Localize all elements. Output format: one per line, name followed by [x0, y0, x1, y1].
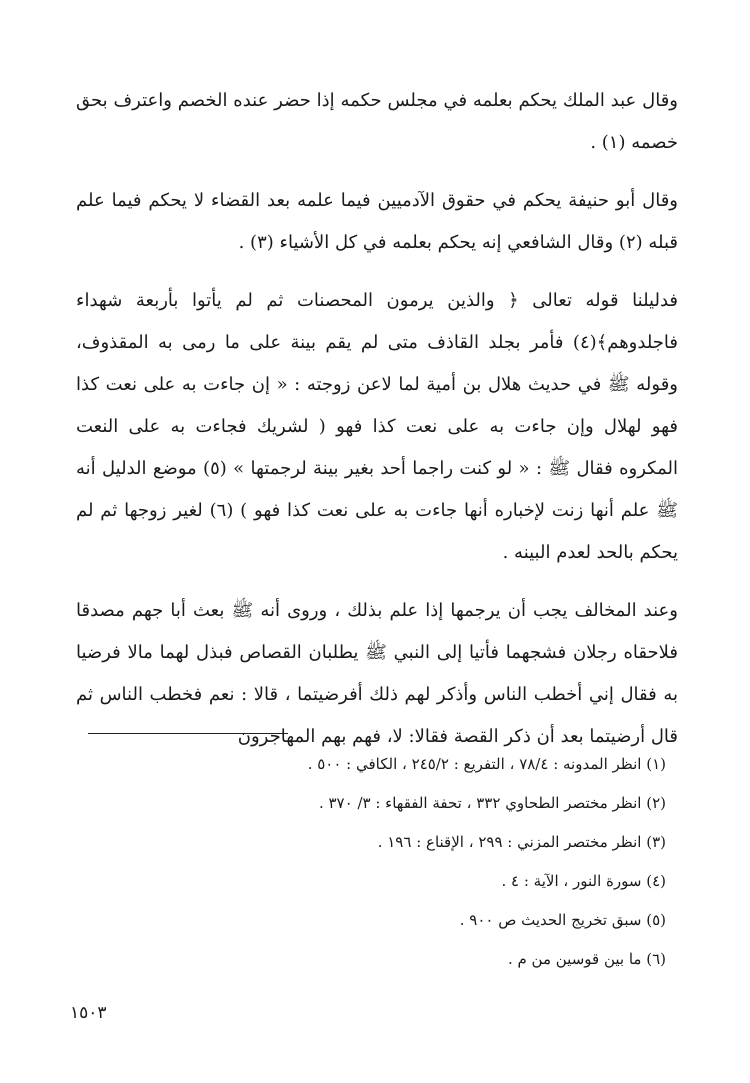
paragraph-4: وعند المخالف يجب أن يرجمها إذا علم بذلك ، وروى أنه ﷺ بعث أبا جهم مصدقا فلاحقاه رجلان فشجهما فأتيا إلى النبي ﷺ يطلبان القصاص فبذل لهما مالا فرضيا به فقال إني أخطب الناس وأذكر لهم ذلك أفرضيتما ، قالا : نعم فخطب الناس ثم قال أرضيتما بعد أن ذكر القصة فقالا: لا، فهم بهم المهاجرون	[76, 600, 678, 747]
paragraph-2: وقال أبو حنيفة يحكم في حقوق الآدميين فيما علمه بعد القضاء لا يحكم فيما علم قبله (٢) وقال الشافعي إنه يحكم بعلمه في كل الأشياء (٣) .	[76, 190, 678, 253]
footnote-5: (٥) سبق تخريج الحديث ص ٩٠٠ .	[459, 911, 666, 929]
footnote-6: (٦) ما بين قوسين من م .	[507, 950, 666, 968]
footnote-4: (٤) سورة النور ، الآية : ٤ .	[501, 872, 666, 890]
footnote-1: (١) انظر المدونه : ٧٨/٤ ، التفريع : ٢٤٥/٢ ، الكافي : ٥٠٠ .	[307, 755, 666, 773]
paragraph-3: فدليلنا قوله تعالى ﴿ والذين يرمون المحصنات ثم لم يأتوا بأربعة شهداء فاجلدوهم﴾(٤) فأمر بجلد القاذف متى لم يقم بينة على ما رمى به المقذوف، وقوله ﷺ في حديث هلال بن أمية لما لاعن زوجته : « إن جاءت به على نعت كذا فهو لهلال وإن جاءت به على نعت كذا فهو ( لشريك فجاءت به على النعت المكروه فقال ﷺ : « لو كنت راجما أحد بغير بينة لرجمتها » (٥) موضع الدليل أنه ﷺ علم أنها زنت لإخباره أنها جاءت به على نعت كذا فهو ) (٦) لغير زوجها ثم لم يحكم بالحد لعدم البينه .	[76, 290, 679, 563]
footnote-3: (٣) انظر مختصر المزني : ٢٩٩ ، الإقناع : ١٩٦ .	[377, 833, 666, 851]
main-text	[76, 80, 678, 758]
footnotes	[76, 745, 666, 979]
paragraph-1: وقال عبد الملك يحكم بعلمه في مجلس حكمه إذا حضر عنده الخصم واعترف بحق خصمه (١) .	[76, 90, 678, 153]
footnote-2: (٢) انظر مختصر الطحاوي ٣٣٢ ، تحفة الفقهاء : ٣/ ٣٧٠ .	[318, 794, 666, 812]
footnote-divider	[88, 733, 288, 734]
page-number: ١٥٠٣	[70, 1003, 107, 1023]
